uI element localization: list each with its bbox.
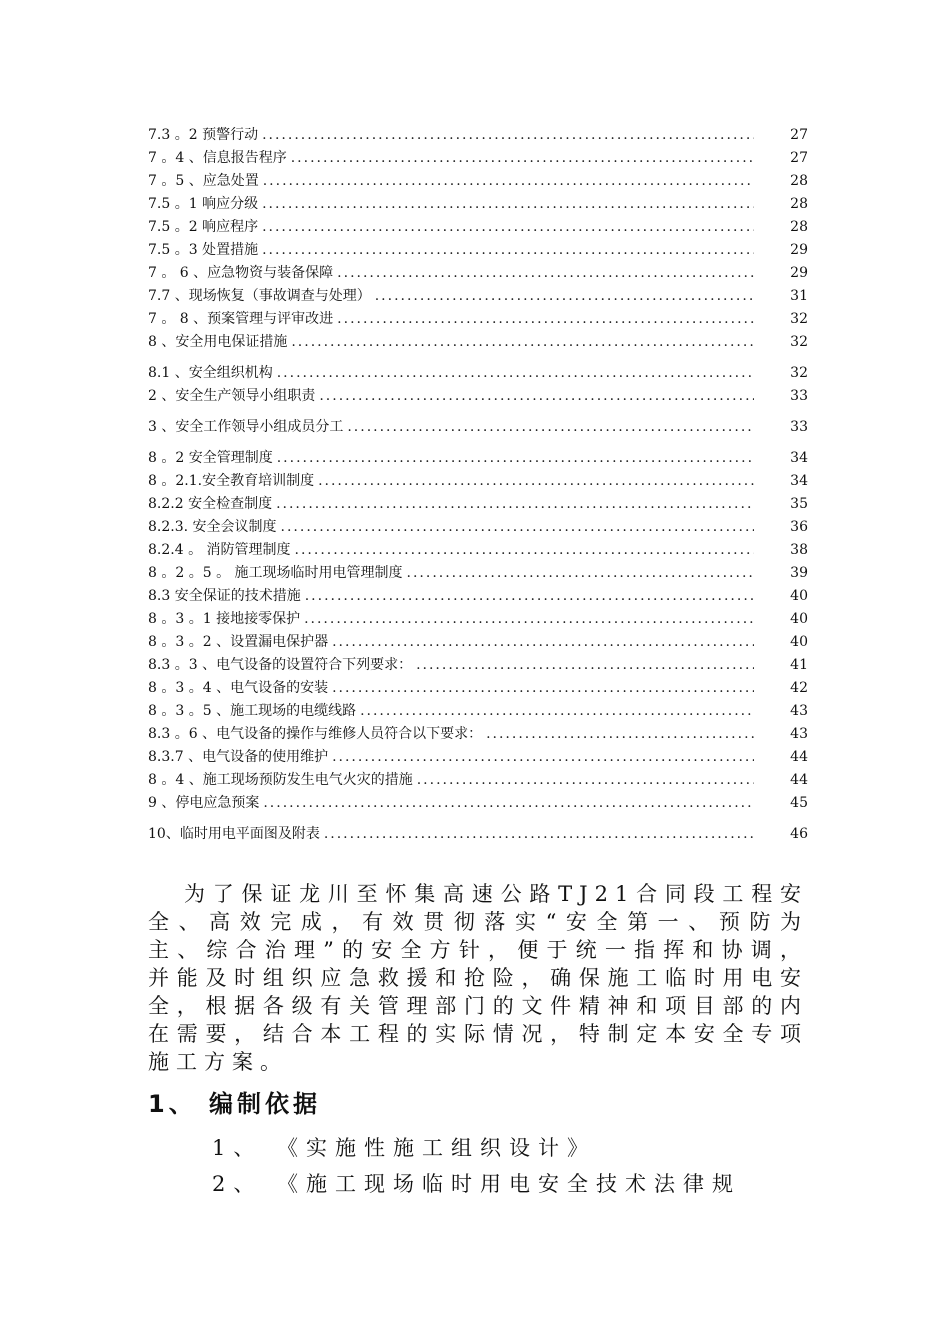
toc-entry[interactable]: [148, 677, 808, 700]
toc-leader-dots: [263, 792, 754, 815]
toc-page-number: 44: [790, 772, 808, 788]
toc-page-number: 34: [790, 450, 808, 466]
toc-entry[interactable]: [148, 654, 808, 677]
toc-entry[interactable]: [148, 216, 808, 239]
toc-page-number: 46: [790, 826, 808, 842]
toc-entry-label: 8.3 。3 、电气设备的设置符合下列要求：: [148, 657, 413, 673]
toc-page-number: 39: [790, 565, 808, 581]
toc-entry-label: 7 。5 、应急处置: [148, 173, 259, 189]
toc-entry-label: 8 。3 。1 接地接零保护: [148, 611, 301, 627]
toc-page-number: 35: [790, 496, 808, 512]
toc-entry-label: 8 。3 。2 、设置漏电保护器: [148, 634, 329, 650]
toc-leader-dots: [332, 631, 754, 654]
toc-page-number: 29: [790, 265, 808, 281]
toc-page-number: 32: [790, 365, 808, 381]
toc-entry[interactable]: [148, 262, 808, 285]
toc-leader-dots: [276, 493, 754, 516]
toc-leader-dots: [318, 470, 754, 493]
toc-entry-label: 7 。4 、信息报告程序: [148, 150, 287, 166]
toc-entry-label: 8 。3 。4 、电气设备的安装: [148, 680, 329, 696]
toc-entry-label: 8.2.4 。 消防管理制度: [148, 542, 291, 558]
toc-leader-dots: [324, 823, 754, 846]
toc-leader-dots: [291, 147, 754, 170]
toc-page-number: 33: [790, 419, 808, 435]
toc-leader-dots: [262, 193, 754, 216]
toc-page-number: 33: [790, 388, 808, 404]
toc-entry-label: 8.1 、安全组织机构: [148, 365, 273, 381]
toc-page-number: 40: [790, 611, 808, 627]
toc-leader-dots: [262, 239, 754, 262]
basis-item: 2、 《施工现场临时用电安全技术法律规: [212, 1172, 742, 1196]
toc-page-number: 34: [790, 473, 808, 489]
toc-entry[interactable]: [148, 447, 808, 470]
toc-entry[interactable]: [148, 723, 808, 746]
toc-leader-dots: [305, 585, 754, 608]
toc-entry[interactable]: [148, 516, 808, 539]
toc-entry[interactable]: [148, 608, 808, 631]
toc-entry[interactable]: [148, 385, 808, 408]
toc-leader-dots: [416, 654, 754, 677]
toc-entry-label: 8 。4 、施工现场预防发生电气火灾的措施: [148, 772, 413, 788]
toc-page-number: 43: [790, 726, 808, 742]
toc-entry[interactable]: [148, 562, 808, 585]
toc-entry[interactable]: [148, 631, 808, 654]
toc-leader-dots: [337, 262, 754, 285]
toc-page-number: 40: [790, 634, 808, 650]
toc-entry-label: 10、临时用电平面图及附表: [148, 826, 320, 842]
intro-paragraph: 为了保证龙川至怀集高速公路TJ21合同段工程安全、高效完成，有效贯彻落实“安全第一、预防为主、综合治理”的安全方针，便于统一指挥和协调，并能及时组织应急救援和抢险，确保施工临时用电安全，根据各级有关管理部门的文件精神和项目部的内在需要，结合本工程的实际情况，特制定本安全专项施工方案。: [148, 882, 808, 1074]
toc-page-number: 41: [790, 657, 808, 673]
toc-page-number: 44: [790, 749, 808, 765]
toc-entry[interactable]: [148, 769, 808, 792]
toc-entry[interactable]: [148, 493, 808, 516]
toc-page-number: 40: [790, 588, 808, 604]
toc-page-number: 28: [790, 173, 808, 189]
toc-page-number: 38: [790, 542, 808, 558]
toc-leader-dots: [277, 362, 754, 385]
toc-page-number: 42: [790, 680, 808, 696]
toc-entry[interactable]: [148, 539, 808, 562]
toc-leader-dots: [407, 562, 754, 585]
toc-leader-dots: [332, 677, 754, 700]
toc-entry-label: 8.3.7 、电气设备的使用维护: [148, 749, 329, 765]
toc-leader-dots: [262, 216, 754, 239]
section-heading: 1、 编制依据: [148, 1090, 322, 1118]
toc-entry-label: 8.3 。6 、电气设备的操作与维修人员符合以下要求：: [148, 726, 483, 742]
toc-leader-dots: [304, 608, 754, 631]
toc-entry-label: 8.2.2 安全检查制度: [148, 496, 273, 512]
toc-entry-label: 8 。2 安全管理制度: [148, 450, 273, 466]
toc-leader-dots: [319, 385, 754, 408]
toc-entry-label: 8.3 安全保证的技术措施: [148, 588, 301, 604]
toc-entry-label: 8 。2 。5 。 施工现场临时用电管理制度: [148, 565, 403, 581]
toc-leader-dots: [417, 769, 754, 792]
toc-entry[interactable]: [148, 700, 808, 723]
toc-entry-label: 9 、停电应急预案: [148, 795, 260, 811]
toc-page-number: 32: [790, 334, 808, 350]
toc-entry-label: 7 。 8 、预案管理与评审改进: [148, 311, 334, 327]
toc-leader-dots: [347, 416, 754, 439]
toc-entry[interactable]: [148, 792, 808, 815]
toc-entry[interactable]: [148, 170, 808, 193]
toc-leader-dots: [291, 331, 754, 354]
toc-entry[interactable]: [148, 239, 808, 262]
toc-leader-dots: [486, 723, 754, 746]
toc-leader-dots: [375, 285, 754, 308]
toc-page-number: 32: [790, 311, 808, 327]
toc-entry-label: 7.3 。2 预警行动: [148, 127, 259, 143]
toc-entry-label: 8 。3 。5 、施工现场的电缆线路: [148, 703, 357, 719]
toc-leader-dots: [281, 516, 754, 539]
toc-entry-label: 7.5 。1 响应分级: [148, 196, 259, 212]
toc-entry-label: 8 、安全用电保证措施: [148, 334, 288, 350]
toc-leader-dots: [332, 746, 754, 769]
toc-entry-label: 7.5 。3 处置措施: [148, 242, 259, 258]
toc-leader-dots: [360, 700, 754, 723]
toc-page-number: 29: [790, 242, 808, 258]
toc-entry[interactable]: [148, 416, 808, 439]
toc-entry[interactable]: [148, 285, 808, 308]
toc-entry-label: 8 。2.1.安全教育培训制度: [148, 473, 315, 489]
toc-page-number: 45: [790, 795, 808, 811]
toc-entry[interactable]: [148, 585, 808, 608]
toc-entry-label: 7.7 、现场恢复（事故调查与处理）: [148, 288, 371, 304]
toc-entry[interactable]: [148, 823, 808, 846]
toc-entry-label: 8.2.3. 安全会议制度: [148, 519, 277, 535]
toc-entry-label: 2 、安全生产领导小组职责: [148, 388, 316, 404]
toc-entry[interactable]: [148, 362, 808, 385]
toc-page-number: 28: [790, 219, 808, 235]
toc-page-number: 31: [790, 288, 808, 304]
toc-page-number: 27: [790, 127, 808, 143]
toc-page-number: 36: [790, 519, 808, 535]
toc-leader-dots: [262, 124, 754, 147]
toc-leader-dots: [277, 447, 754, 470]
toc-entry-label: 7.5 。2 响应程序: [148, 219, 259, 235]
toc-leader-dots: [295, 539, 754, 562]
toc-entry[interactable]: [148, 147, 808, 170]
toc-entry-label: 3 、安全工作领导小组成员分工: [148, 419, 344, 435]
toc-entry[interactable]: [148, 746, 808, 769]
toc-entry[interactable]: [148, 308, 808, 331]
toc-entry[interactable]: [148, 193, 808, 216]
toc-leader-dots: [337, 308, 754, 331]
toc-entry[interactable]: [148, 331, 808, 354]
toc-page-number: 28: [790, 196, 808, 212]
toc-page-number: 27: [790, 150, 808, 166]
table-of-contents: [148, 124, 808, 846]
toc-entry-label: 7 。 6 、应急物资与装备保障: [148, 265, 334, 281]
toc-entry[interactable]: [148, 470, 808, 493]
toc-leader-dots: [263, 170, 754, 193]
toc-page-number: 43: [790, 703, 808, 719]
basis-item: 1、 《实施性施工组织设计》: [212, 1136, 597, 1160]
toc-entry[interactable]: [148, 124, 808, 147]
